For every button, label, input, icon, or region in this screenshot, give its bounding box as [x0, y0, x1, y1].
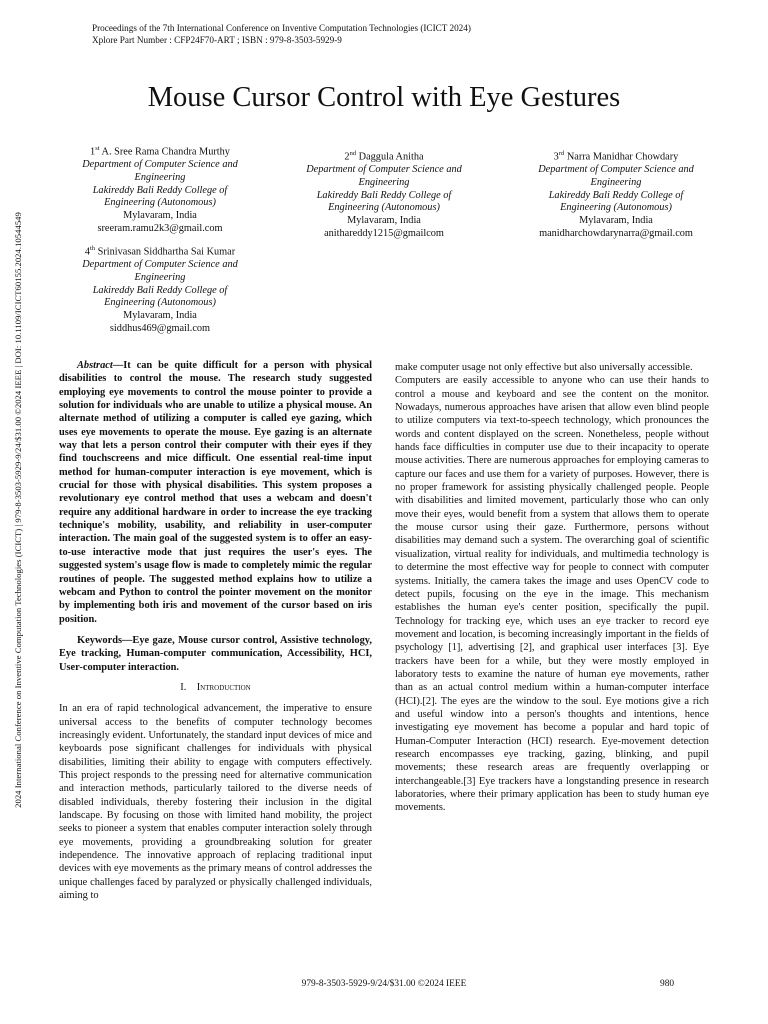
left-column [59, 359, 372, 902]
abstract-text: —It can be quite difficult for a person with physical disabilities to control the mouse. The research study suggested employing eye movements to control the mouse pointer to provide a solution for individuals who are unable to utilize a physical mouse. An alternate method of utilizing a computer is called eye gazing, which uses eye movements to operate the mouse. Eye gazing is an alternate way that lets a person control their computer with their eyes if they find touchscreens and mice difficult. One essential real-time input method for human-computer interaction is eye movement, which is crucial for those with physical disabilities. This system proposes a revolutionary eye control method that uses a webcam and doesn't require any additional hardware in order to increase the eye tracking technique's mobility, usability, and reliability in user-computer interaction. The main goal of the suggested system is to offer an easy-to-use interactive mode that just requires the user's eyes. The suggested system's usage flow is made to completely mimic the regular routines of people. The suggested method explains how to utilize a webcam and Python to control the pointer movement on the monitor by implementing both iris and movement of the cursor based on iris position. [59, 360, 372, 625]
intro-paragraph-right: Computers are easily accessible to anyone who can use their hands to control a mouse and keyboard and see the content on the monitor. Nowadays, numerous approaches have arisen that allow even blind people to utilize computers via text-to-speech technology, which pronounces the words and content displayed on the screen. Nonetheless, people without hands face difficulties in computer use due to their incapacity to operate mouse activities. There are numerous approaches for employing cameras to capture our faces and use them for a variety of purposes. However, there is no proper framework for assisting physically challenged people. People with disabilities and limited movement, particularly those who can only move their eyes, would benefit from a system that allows them to operate the mouse cursor using their gaze. Furthermore, persons without disabilities may demand such a system. The overarching goal of scientific visualization, virtual reality for individuals, and multimedia technology is to determine the most effective way for people to connect with computer systems. Initially, the camera takes the image and uses OpenCV code to detect pupils, focusing on the eye in the image. This mechanism establishes the human eye's center position, specifically the pupil. Technology for tracking eye, which uses an eye tracker to record eye movement and location, is becoming increasingly important in the fields of psychology [1], advertising [2], and graphical user interfaces [3]. Eye trackers have been for a while, but they were mostly employed in laboratory tests to examine the nature of human eye movements, rather than as an actual control medium within a human-computer interface (HCI).[2]. The eyes are the window to the soul. Eye motions give a rich and useful window into a person's thoughts and intentions, hence investigating eye movement has become a popular and hard topic of Human-Computer Interaction (HCI) research. Eye-movement detection research encompasses eye tracking, gazing, blinking, and pupil movements; these research areas are frequently overlapping or interchangeable.[3] Eye trackers have a longstanding presence in research laboratories, where their primary application has been to study human eye movements. [395, 375, 709, 814]
author-name: 3rd Narra Manidhar Chowdary [553, 150, 679, 163]
author-inst-2: Engineering (Autonomous) [104, 297, 216, 309]
author-dept-2: Engineering [134, 171, 186, 183]
author-email: manidharchowdarynarra@gmail.com [539, 227, 693, 239]
author-email: anithareddy1215@gmailcom [324, 227, 444, 239]
author-inst-2: Engineering (Autonomous) [104, 197, 216, 209]
header-line-1: Proceedings of the 7th International Conference on Inventive Computation Technologies (ICICT 2024) [92, 23, 471, 33]
author-block-4 [40, 243, 280, 335]
author-dept-2: Engineering [358, 176, 410, 188]
author-email: siddhus469@gmail.com [109, 322, 211, 334]
author-dept: Department of Computer Science and [306, 164, 462, 176]
author-name: 1st A. Sree Rama Chandra Murthy [90, 145, 230, 158]
author-name: 2nd Daggula Anitha [344, 150, 424, 163]
author-dept-2: Engineering [590, 176, 642, 188]
author-inst-2: Engineering (Autonomous) [328, 202, 440, 214]
author-dept-2: Engineering [134, 271, 186, 283]
proceedings-header [92, 22, 471, 46]
intro-paragraph-left: In an era of rapid technological advancement, the imperative to ensure universal access to the benefits of computer technology becomes increasingly evident. Unfortunately, the standard input devices of mice and keyboards pose significant challenges for individuals with physical disabilities, limiting their ability to engage with computers effectively. This project responds to the pressing need for alternative communication and interaction methods, particularly tailored to the diverse needs of disabled individuals, thereby fostering their inclusion in the digital landscape. By focusing on those with limited hand mobility, the project seeks to pioneer a system that enables computer interaction solely through eye movements, providing a groundbreaking solution for greater independence. The innovative approach of replacing traditional input devices with eye movements as the primary means of control addresses the unique challenges faced by paralyzed or physically challenged individuals, aiming to [59, 703, 372, 902]
author-dept: Department of Computer Science and [82, 159, 238, 171]
author-email: sreeram.ramu2k3@gmail.com [97, 222, 223, 234]
author-location: Mylavaram, India [579, 214, 653, 226]
header-line-2: Xplore Part Number : CFP24F70-ART ; ISBN : 979-8-3503-5929-9 [92, 35, 342, 45]
author-dept: Department of Computer Science and [538, 164, 694, 176]
author-block-3 [496, 148, 736, 240]
author-dept: Department of Computer Science and [82, 259, 238, 271]
author-location: Mylavaram, India [123, 309, 197, 321]
keywords: Keywords—Eye gaze, Mouse cursor control, Assistive technology, Eye tracking, Human-computer communication, Accessibility, HCI, User-computer interaction. [59, 634, 372, 673]
abstract [59, 359, 372, 626]
author-block-2 [264, 148, 504, 240]
intro-paragraph-continued: make computer usage not only effective but also universally accessible. [395, 362, 693, 373]
side-citation-text: 2024 International Conference on Inventive Computation Technologies (ICICT) | 979-8-3503-5929-9/24/$31.00 ©2024 IEEE | DOI: 10.1109/ICICT60155.2024.10544549 [13, 212, 23, 808]
author-location: Mylavaram, India [123, 209, 197, 221]
paper-title: Mouse Cursor Control with Eye Gestures [147, 82, 621, 113]
author-inst: Lakireddy Bali Reddy College of [92, 284, 228, 296]
author-block-1 [40, 143, 280, 235]
author-name: 4th Srinivasan Siddhartha Sai Kumar [84, 245, 236, 258]
author-inst: Lakireddy Bali Reddy College of [316, 189, 452, 201]
author-location: Mylavaram, India [347, 214, 421, 226]
author-inst: Lakireddy Bali Reddy College of [548, 189, 684, 201]
right-column [395, 361, 709, 815]
page-number: 980 [660, 979, 675, 989]
abstract-label: Abstract [77, 360, 113, 371]
section-heading: I. Introduction [180, 681, 251, 693]
footer-copyright: 979-8-3503-5929-9/24/$31.00 ©2024 IEEE [301, 979, 467, 989]
author-inst-2: Engineering (Autonomous) [560, 202, 672, 214]
author-inst: Lakireddy Bali Reddy College of [92, 184, 228, 196]
side-citation [10, 170, 26, 850]
